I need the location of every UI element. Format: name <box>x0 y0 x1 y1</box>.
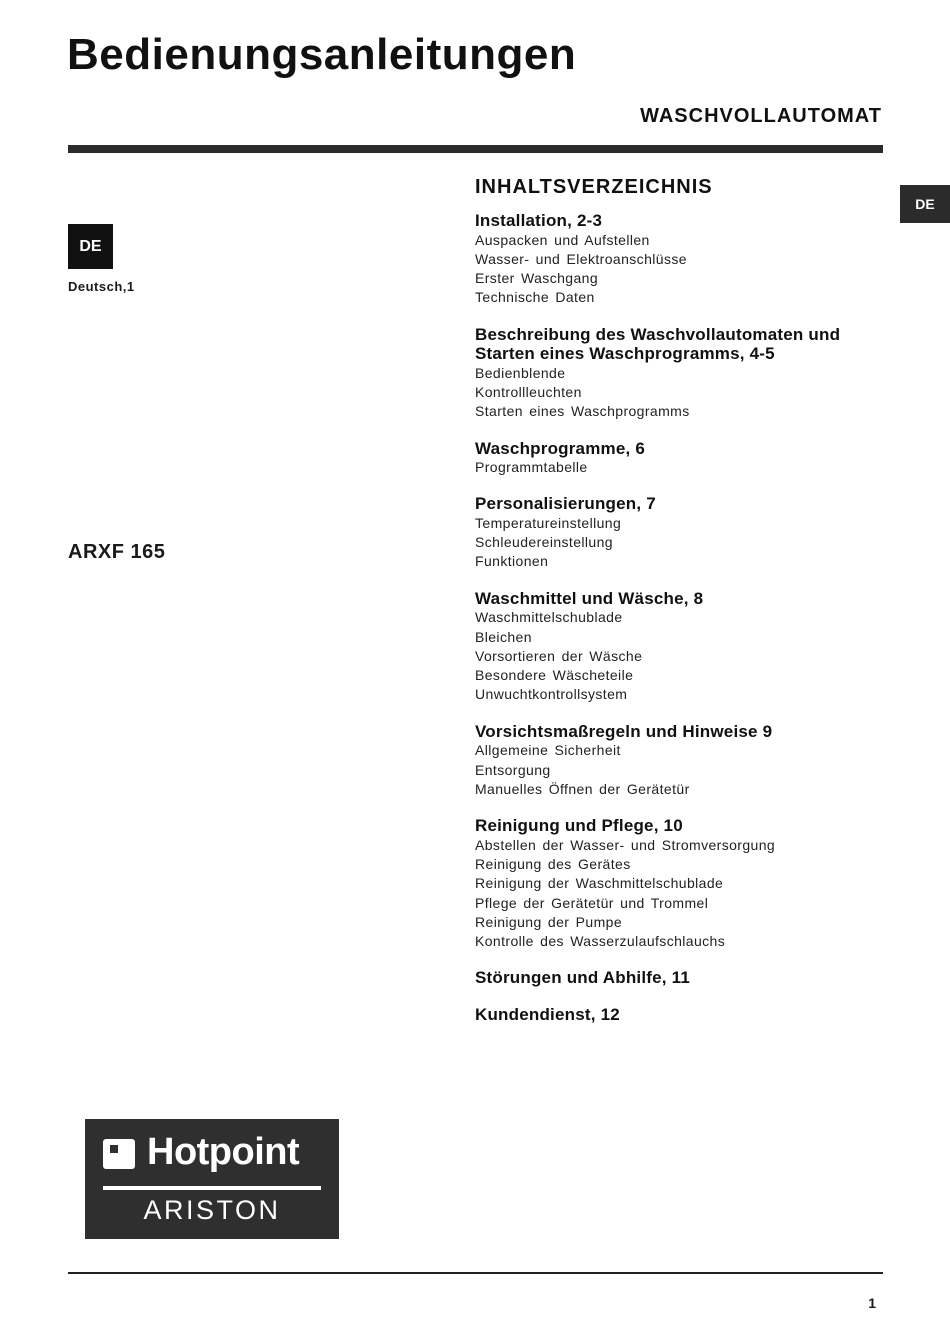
toc-item: Wasser- und Elektroanschlüsse <box>475 250 687 267</box>
toc-item: Besondere Wäscheteile <box>475 667 634 684</box>
toc-item: Kontrollleuchten <box>475 383 582 400</box>
brand-logo <box>85 1119 339 1239</box>
language-badge: DE <box>68 224 113 269</box>
toc-section <box>475 816 885 951</box>
toc-item: Reinigung der Pumpe <box>475 913 623 930</box>
toc-section-title: Installation, 2-3 <box>475 211 603 230</box>
toc-item: Auspacken und Aufstellen <box>475 231 650 248</box>
toc-item: Allgemeine Sicherheit <box>475 742 621 759</box>
toc-item: Reinigung des Gerätes <box>475 855 631 872</box>
toc-item: Waschmittelschublade <box>475 609 623 626</box>
toc-section-title: Kundendienst, 12 <box>475 1004 620 1024</box>
toc-section <box>475 325 885 422</box>
toc-item: Bedienblende <box>475 364 566 381</box>
toc-item: Programmtabelle <box>475 459 588 476</box>
toc-item: Entsorgung <box>475 761 551 778</box>
toc-section-title: Reinigung und Pflege, 10 <box>475 816 683 836</box>
toc-section-title: Vorsichtsmaßregeln und Hinweise 9 <box>475 721 773 741</box>
toc-section <box>475 211 885 308</box>
toc-item: Temperatureinstellung <box>475 514 622 531</box>
logo-brand-top: Hotpoint <box>147 1131 300 1173</box>
toc-item: Starten eines Waschprogramms <box>475 403 690 420</box>
toc-section <box>475 494 885 571</box>
model-number: ARXF 165 <box>68 541 166 563</box>
language-side-tab: DE <box>900 185 950 223</box>
product-type-subtitle: WASCHVOLLAUTOMAT <box>640 105 882 127</box>
toc-item: Erster Waschgang <box>475 270 599 287</box>
toc-section-title: Waschprogramme, 6 <box>475 438 645 458</box>
toc-item: Bleichen <box>475 628 532 645</box>
toc-section-title: Beschreibung des Waschvollautomaten und Starten eines Waschprogramms, 4-5 <box>475 324 841 364</box>
toc-item: Manuelles Öffnen der Gerätetür <box>475 780 690 797</box>
logo-mark-icon <box>103 1139 135 1169</box>
toc-item: Abstellen der Wasser- und Stromversorgung <box>475 836 776 853</box>
toc-item: Technische Daten <box>475 289 595 306</box>
language-label: Deutsch,1 <box>68 279 135 294</box>
toc-heading: INHALTSVERZEICHNIS <box>475 176 713 198</box>
toc-section <box>475 968 885 988</box>
toc-section <box>475 722 885 799</box>
logo-brand-bottom: ARISTON <box>143 1195 281 1225</box>
page-number: 1 <box>868 1295 876 1311</box>
bottom-divider <box>68 1272 883 1274</box>
toc-section <box>475 589 885 705</box>
logo-divider <box>103 1186 321 1190</box>
toc-item: Vorsortieren der Wäsche <box>475 647 643 664</box>
toc-item: Unwuchtkontrollsystem <box>475 686 628 703</box>
table-of-contents <box>475 176 885 1041</box>
toc-item: Schleudereinstellung <box>475 534 613 551</box>
toc-section-title: Störungen und Abhilfe, 11 <box>475 968 690 988</box>
top-divider <box>68 145 883 153</box>
toc-item: Reinigung der Waschmittelschublade <box>475 875 724 892</box>
toc-section-title: Personalisierungen, 7 <box>475 494 656 514</box>
toc-item: Kontrolle des Wasserzulaufschlauchs <box>475 933 726 950</box>
toc-section <box>475 1005 885 1025</box>
toc-section <box>475 439 885 478</box>
toc-item: Pflege der Gerätetür und Trommel <box>475 894 709 911</box>
toc-section-title: Waschmittel und Wäsche, 8 <box>475 588 704 608</box>
toc-sections <box>475 211 885 1024</box>
page-title: Bedienungsanleitungen <box>67 30 577 79</box>
toc-item: Funktionen <box>475 553 549 570</box>
